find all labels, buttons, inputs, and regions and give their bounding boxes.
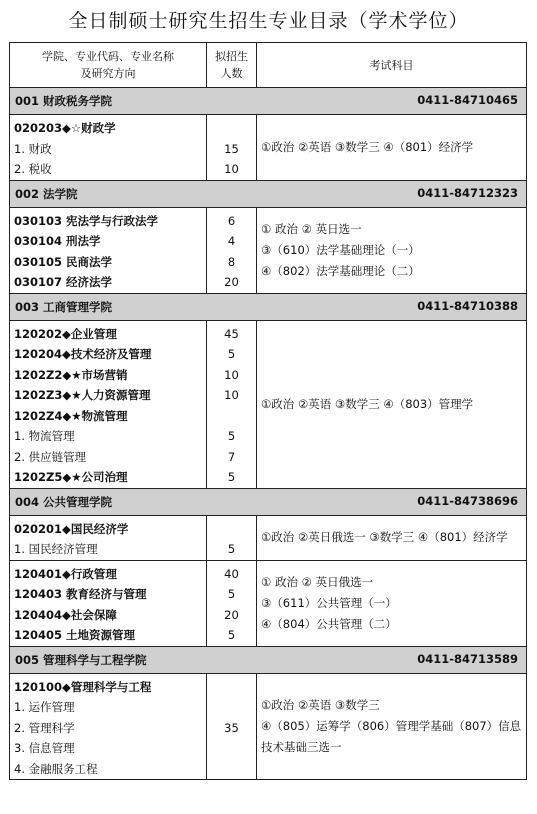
program-line: 120100◆管理科学与工程 <box>14 679 152 694</box>
quota-value: 7 <box>227 449 236 464</box>
section-phone: 0411-84710465 <box>417 93 518 107</box>
exam-subjects <box>257 137 526 158</box>
quota-cell <box>207 115 257 181</box>
program-list-cell <box>10 673 207 780</box>
exam-subjects-cell <box>257 207 527 293</box>
program-line: 1202Z4◆★物流管理 <box>14 408 128 423</box>
section-header-row <box>10 646 527 673</box>
program-line: 020201◆国民经济学 <box>14 521 129 536</box>
exam-subjects <box>257 695 526 758</box>
header-col-exam: 考试科目 <box>257 43 527 88</box>
section-name: 001 财政税务学院 <box>15 94 113 108</box>
quota-value: 5 <box>227 429 236 443</box>
exam-line: ④（802）法学基础理论（二） <box>261 263 420 278</box>
section-name: 003 工商管理学院 <box>15 299 113 314</box>
program-line: 030104 刑法学 <box>14 234 101 248</box>
program-line: 1. 财政 <box>14 141 52 156</box>
quota-lines <box>207 115 256 180</box>
exam-subjects-cell <box>257 673 527 780</box>
exam-subjects <box>257 219 526 282</box>
quota-value <box>207 118 256 139</box>
program-group-row <box>10 673 527 780</box>
quota-value: 6 <box>227 213 236 228</box>
section-name: 002 法学院 <box>15 186 78 201</box>
quota-value <box>207 697 256 718</box>
program-line: 2. 管理科学 <box>14 720 75 735</box>
program-line: 030105 民商法学 <box>14 254 113 269</box>
quota-lines <box>207 208 256 293</box>
section-phone: 0411-84712323 <box>417 185 518 200</box>
section-header-wrap <box>10 93 526 109</box>
quota-lines <box>207 321 256 488</box>
quota-cell <box>207 673 257 780</box>
program-line: 120401◆行政管理 <box>14 566 117 581</box>
page-title: 全日制硕士研究生招生专业目录（学术学位） <box>68 10 469 32</box>
catalog-table <box>9 42 527 780</box>
program-line: 1202Z3◆★人力资源管理 <box>14 388 151 402</box>
quota-value <box>207 677 256 698</box>
program-line: 1. 物流管理 <box>14 429 75 443</box>
exam-subjects-cell <box>257 560 527 646</box>
program-group-row <box>10 515 527 560</box>
quota-value <box>207 759 256 780</box>
section-phone: 0411-84710388 <box>417 298 518 313</box>
quota-value <box>207 519 256 540</box>
header-col-program: 学院、专业代码、专业名称 及研究方向 <box>10 43 207 88</box>
program-group-row <box>10 115 527 181</box>
section-header-wrap <box>10 299 526 315</box>
program-line: 4. 金融服务工程 <box>14 761 98 776</box>
program-line: 2. 税收 <box>14 162 52 176</box>
quota-value: 40 <box>224 566 239 581</box>
exam-subjects-cell <box>257 115 527 181</box>
section-header <box>10 88 527 115</box>
program-list-cell <box>10 515 207 560</box>
section-phone: 0411-84713589 <box>417 651 518 666</box>
program-line: 120403 教育经济与管理 <box>14 587 147 601</box>
quota-value: 4 <box>227 234 236 248</box>
program-lines <box>10 516 206 560</box>
exam-line: 技术基础三选一 <box>261 739 342 754</box>
exam-subjects <box>257 572 526 635</box>
section-header <box>10 646 527 673</box>
quota-value: 5 <box>227 470 236 484</box>
program-line: 030107 经济法学 <box>14 275 113 289</box>
program-lines <box>10 674 206 780</box>
program-group-row <box>10 207 527 293</box>
exam-line: ③（610）法学基础理论（一） <box>261 242 420 257</box>
program-line: 2. 供应链管理 <box>14 449 87 464</box>
program-list-cell <box>10 320 207 488</box>
program-line: 1202Z5◆★公司治理 <box>14 470 128 484</box>
program-group-row <box>10 560 527 646</box>
quota-value: 10 <box>224 367 239 382</box>
section-header-row <box>10 180 527 207</box>
program-list-cell <box>10 207 207 293</box>
quota-value: 10 <box>224 388 239 402</box>
section-header-row <box>10 488 527 515</box>
exam-subjects <box>257 527 526 548</box>
section-header <box>10 488 527 515</box>
program-lines <box>10 115 206 180</box>
section-header-wrap <box>10 494 526 510</box>
program-line: 1. 运作管理 <box>14 700 75 714</box>
exam-line: ①政治 ②英语 ③数学三 ④（801）经济学 <box>261 139 474 154</box>
quota-lines <box>207 561 256 646</box>
program-line: 120405 土地资源管理 <box>14 628 136 642</box>
quota-value: 8 <box>227 254 236 269</box>
program-line: 120202◆企业管理 <box>14 326 117 341</box>
exam-line: ①政治 ②英语 ③数学三 <box>261 697 380 712</box>
quota-value: 5 <box>227 347 236 361</box>
exam-subjects <box>257 394 526 415</box>
program-line: 1202Z2◆★市场营销 <box>14 367 128 382</box>
quota-value: 35 <box>224 720 239 735</box>
quota-lines <box>207 516 256 560</box>
quota-value: 20 <box>224 607 239 622</box>
section-header <box>10 293 527 320</box>
quota-cell <box>207 560 257 646</box>
header-col-quota: 拟招生 人数 <box>207 43 257 88</box>
quota-cell <box>207 515 257 560</box>
header-row <box>10 43 527 88</box>
exam-subjects-cell <box>257 515 527 560</box>
exam-line: ① 政治 ② 英日俄选一 <box>261 574 374 589</box>
program-line: 030103 宪法学与行政法学 <box>14 213 159 228</box>
section-header-row <box>10 293 527 320</box>
program-line: 3. 信息管理 <box>14 741 75 755</box>
exam-line: ④（804）公共管理（二） <box>261 616 397 631</box>
exam-line: ① 政治 ② 英日选一 <box>261 221 362 236</box>
quota-value: 45 <box>224 326 239 341</box>
quota-lines <box>207 674 256 780</box>
section-name: 005 管理科学与工程学院 <box>15 652 147 667</box>
quota-value: 20 <box>224 275 239 289</box>
program-group-row <box>10 320 527 488</box>
quota-value: 5 <box>227 628 236 642</box>
exam-line: ①政治 ②英语 ③数学三 ④（803）管理学 <box>261 396 474 411</box>
program-list-cell <box>10 560 207 646</box>
quota-value: 10 <box>224 162 239 176</box>
quota-value: 5 <box>227 542 236 556</box>
exam-line: ③（611）公共管理（一） <box>261 595 397 610</box>
section-header-wrap <box>10 186 526 202</box>
exam-line: ④（805）运筹学（806）管理学基础（807）信息 <box>261 718 522 733</box>
section-header <box>10 180 527 207</box>
program-line: 020203◆☆财政学 <box>14 121 116 135</box>
exam-line: ①政治 ②英日俄选一 ③数学三 ④（801）经济学 <box>261 530 508 544</box>
program-lines <box>10 561 206 646</box>
program-line: 120204◆技术经济及管理 <box>14 347 152 361</box>
section-name: 004 公共管理学院 <box>15 494 113 509</box>
quota-value: 15 <box>224 141 239 156</box>
quota-cell <box>207 207 257 293</box>
section-header-row <box>10 88 527 115</box>
program-line: 120404◆社会保障 <box>14 607 117 622</box>
program-line: 1. 国民经济管理 <box>14 542 98 556</box>
program-lines <box>10 208 206 293</box>
quota-value: 5 <box>227 587 236 601</box>
quota-value <box>207 406 256 427</box>
program-lines <box>10 321 206 488</box>
exam-subjects-cell <box>257 320 527 488</box>
quota-value <box>207 738 256 759</box>
section-phone: 0411-84738696 <box>417 493 518 508</box>
section-header-wrap <box>10 652 526 668</box>
quota-cell <box>207 320 257 488</box>
program-list-cell <box>10 115 207 181</box>
